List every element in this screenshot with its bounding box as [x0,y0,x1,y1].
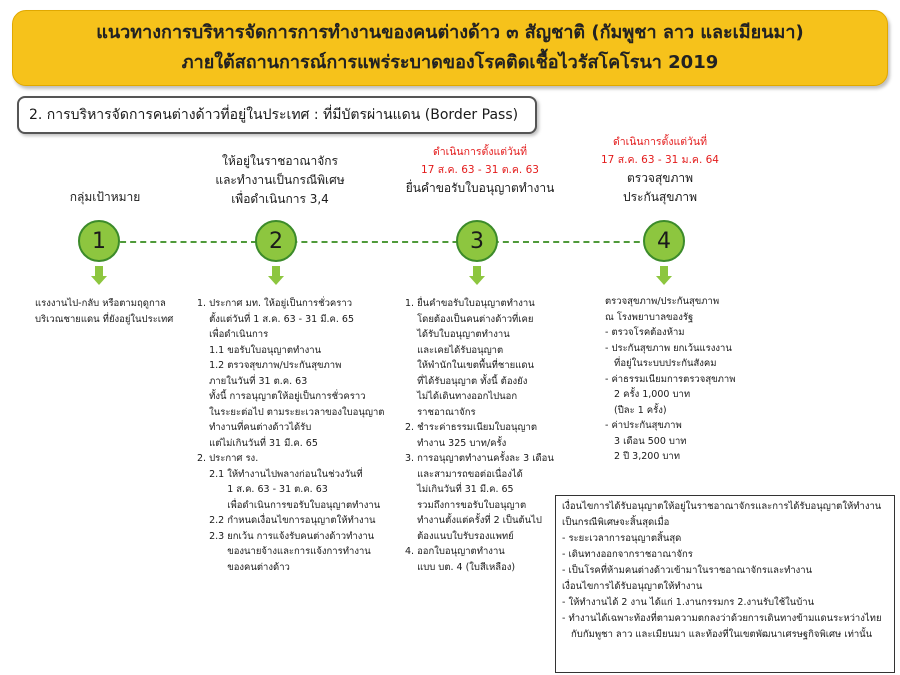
detail-line: 4. ออกใบอนุญาตทำงาน [405,546,505,557]
detail-line: - ตรวจโรคต้องห้าม [605,327,685,338]
step-2-details [197,296,384,575]
detail-line: เพื่อดำเนินการ [197,329,269,340]
condition-line: - เป็นโรคที่ห้ามคนต่างด้าวเข้ามาในราชอาณาจักรและทำงาน [562,565,813,576]
detail-line: 2.3 ยกเว้น การแจ้งรับคนต่างด้าวทำงาน [197,530,375,542]
timeline-connector [110,241,670,243]
step-4-date-label: ดำเนินการตั้งแต่วันที่ [612,136,708,148]
step-4-title [585,133,735,207]
detail-line: เพื่อดำเนินการขอรับใบอนุญาตทำงาน [197,499,381,511]
step-3-date-label: ดำเนินการตั้งแต่วันที่ [432,146,528,158]
down-arrow-icon [268,266,284,286]
detail-line: ที่ได้รับอนุญาต ทั้งนี้ ต้องยัง [405,375,528,387]
detail-line: ต้องแนบใบรับรองแพทย์ [405,530,514,542]
detail-line: - ประกันสุขภาพ ยกเว้นแรงงาน [605,342,732,354]
detail-line: 2.1 ให้ทำงานไปพลางก่อนในช่วงวันที่ [197,468,363,480]
detail-line: 1.2 ตรวจสุขภาพ/ประกันสุขภาพ [197,360,342,371]
detail-line: (ปีละ 1 ครั้ง) [605,404,667,416]
step-1-circle: 1 [78,220,120,262]
step-3-circle: 3 [456,220,498,262]
detail-line: 1.1 ขอรับใบอนุญาตทำงาน [197,344,322,356]
step-2-circle: 2 [255,220,297,262]
step-3-title-line: ยื่นคำขอรับใบอนุญาตทำงาน [405,181,555,195]
down-arrow-icon [656,266,672,286]
detail-line: - ค่าธรรมเนียมการตรวจสุขภาพ [605,373,736,385]
detail-line: - ค่าประกันสุขภาพ [605,420,682,431]
condition-line: - ระยะเวลาการอนุญาตสิ้นสุด [562,533,682,544]
step-2-title-line: และทำงานเป็นกรณีพิเศษ [215,173,345,187]
step-3-title [395,143,565,198]
detail-line: 2. ชำระค่าธรรมเนียมใบอนุญาต [405,422,538,433]
detail-line: ไม่ได้เดินทางออกไปนอก [405,391,518,402]
detail-line: ได้รับใบอนุญาตทำงาน [405,329,510,340]
condition-line: เงื่อนไขการได้รับอนุญาตให้อยู่ในราชอาณาจักรและการได้รับอนุญาตให้ทำงาน [562,501,882,512]
detail-line: ของนายจ้างและการแจ้งการทำงาน [197,546,371,557]
detail-line: แรงงานไป-กลับ หรือตามฤดูกาล [35,298,166,309]
step-3-date-range: 17 ส.ค. 63 - 31 ต.ค. 63 [421,164,539,176]
condition-line: เงื่อนไขการได้รับอนุญาตให้ทำงาน [562,581,703,592]
header-title-line-1: แนวทางการบริหารจัดการการทำงานของคนต่างด้าว ๓ สัญชาติ (กัมพูชา ลาว และเมียนมา) [96,22,804,43]
section-title: 2. การบริหารจัดการคนต่างด้าวที่อยู่ในประเทศ : ที่มีบัตรผ่านแดน (Border Pass) [17,96,537,134]
step-4-date-range: 17 ส.ค. 63 - 31 ม.ค. 64 [601,154,719,166]
detail-line: บริเวณชายแดน ที่ยังอยู่ในประเทศ [35,313,174,325]
detail-line: และสามารถขอต่อเนื่องได้ [405,468,523,480]
step-1-title [40,188,170,207]
detail-line: ทำงานที่คนต่างด้าวได้รับ [197,422,312,433]
detail-line: 2. ประกาศ รง. [197,453,259,464]
detail-line: ทำงานตั้งแต่ครั้งที่ 2 เป็นต้นไป [405,515,542,526]
condition-line: - ทำงานได้เฉพาะท้องที่ตามความตกลงว่าด้วยการเดินทางข้ามแดนระหว่างไทย [562,613,882,624]
step-4-circle: 4 [643,220,685,262]
step-2-title-line: เพื่อดำเนินการ 3,4 [231,192,329,206]
detail-line: และเคยได้รับอนุญาต [405,344,504,356]
step-1-title-line: กลุ่มเป้าหมาย [69,190,141,204]
detail-line: ตรวจสุขภาพ/ประกันสุขภาพ [605,296,720,307]
detail-line: ทำงาน 325 บาท/ครั้ง [405,437,507,449]
step-4-title-line: ประกันสุขภาพ [622,190,698,204]
detail-line: 2 ปี 3,200 บาท [605,451,681,462]
down-arrow-icon [91,266,107,286]
detail-line: ตั้งแต่วันที่ 1 ส.ค. 63 - 31 มี.ค. 65 [197,313,354,325]
page-header-banner [12,10,888,86]
conditions-box [555,495,895,673]
step-3-details [405,296,554,575]
detail-line: รวมถึงการขอรับใบอนุญาต [405,499,527,511]
detail-line: ให้พำนักในเขตพื้นที่ชายแดน [405,360,535,371]
detail-line: ไม่เกินวันที่ 31 มี.ค. 65 [405,484,514,495]
detail-line: ภายในวันที่ 31 ต.ค. 63 [197,375,308,387]
step-4-title-line: ตรวจสุขภาพ [626,171,694,185]
detail-line: แต่ไม่เกินวันที่ 31 มี.ค. 65 [197,437,318,449]
detail-line: 3 เดือน 500 บาท [605,435,687,447]
detail-line: ที่อยู่ในระบบประกันสังคม [605,358,717,369]
detail-line: 2.2 กำหนดเงื่อนไขการอนุญาตให้ทำงาน [197,515,376,526]
step-2-title [195,152,365,209]
detail-line: ในระยะต่อไป ตามระยะเวลาของใบอนุญาต [197,406,385,418]
detail-line: ของคนต่างด้าว [197,561,290,573]
detail-line: ทั้งนี้ การอนุญาตให้อยู่เป็นการชั่วคราว [197,391,366,402]
detail-line: ราชอาณาจักร [405,406,476,418]
step-2-title-line: ให้อยู่ในราชอาณาจักร [222,154,338,168]
detail-line: 1. ยื่นคำขอรับใบอนุญาตทำงาน [405,298,535,309]
detail-line: 3. การอนุญาตทำงานครั้งละ 3 เดือน [405,453,554,464]
detail-line: 2 ครั้ง 1,000 บาท [605,389,691,400]
condition-line: - ให้ทำงานได้ 2 งาน ได้แก่ 1.งานกรรมกร 2.งานรับใช้ในบ้าน [562,597,815,608]
header-title-line-2: ภายใต้สถานการณ์การแพร่ระบาดของโรคติดเชื้อไวรัสโคโรนา 2019 [181,52,719,73]
condition-line: - เดินทางออกจากราชอาณาจักร [562,549,693,560]
step-4-details [605,294,736,465]
condition-line: เป็นกรณีพิเศษจะสิ้นสุดเมื่อ [562,517,670,528]
detail-line: ณ โรงพยาบาลของรัฐ [605,311,694,323]
condition-line: กับกัมพูชา ลาว และเมียนมา และท้องที่ในเขตพัฒนาเศรษฐกิจพิเศษ เท่านั้น [562,629,873,640]
detail-line: 1 ส.ค. 63 - 31 ต.ค. 63 [197,484,328,495]
detail-line: 1. ประกาศ มท. ให้อยู่เป็นการชั่วคราว [197,298,353,309]
detail-line: แบบ บต. 4 (ใบสีเหลือง) [405,561,516,573]
step-1-details [35,296,173,327]
down-arrow-icon [469,266,485,286]
detail-line: โดยต้องเป็นคนต่างด้าวที่เคย [405,313,534,325]
